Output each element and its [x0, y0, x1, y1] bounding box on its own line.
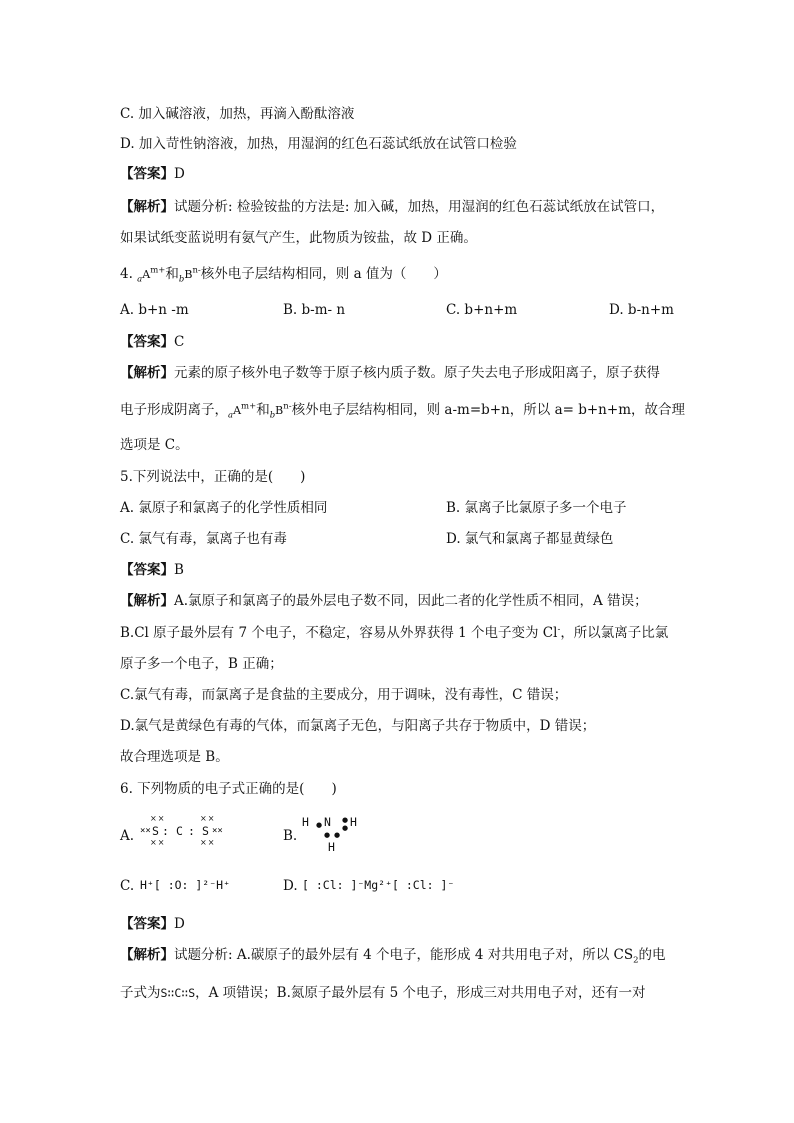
analysis-text: 的电 — [638, 947, 666, 963]
subscript: 2 — [633, 955, 639, 966]
analysis-text: ，所以氯离子比氯 — [560, 625, 669, 641]
answer-label: 【答案】 — [120, 916, 174, 932]
answer-value: C — [174, 334, 185, 350]
q3-answer — [120, 165, 185, 183]
lewis-colon: : — [162, 824, 169, 838]
q6-option-b-lewis — [302, 815, 372, 857]
symbol-a: A — [142, 268, 151, 281]
q5-analysis-line-2 — [120, 624, 668, 642]
lewis-atom-h: H — [350, 815, 357, 829]
q6-option-a-label: A. — [120, 828, 135, 844]
q4-analysis-line-3: 选项是 C。 — [120, 437, 189, 453]
q6-option-c-label: C. — [120, 878, 135, 894]
q4-option-c: C. b+n+m — [446, 302, 518, 318]
lewis-colon: : — [188, 824, 195, 838]
q5-analysis-line-1 — [120, 592, 648, 610]
analysis-text: 核外电子层结构相同，则 a-m=b+n，所以 a= b+n+m，故合理 — [291, 402, 685, 418]
analysis-label: 【解析】 — [120, 947, 174, 963]
q4-analysis-line-1 — [120, 364, 660, 382]
electron-cross: ×× — [150, 814, 166, 823]
and-text: 和 — [165, 266, 179, 282]
symbol-b: B — [184, 268, 193, 281]
sup-a: m+ — [241, 401, 257, 412]
q4-answer — [120, 333, 184, 351]
answer-label: 【答案】 — [120, 562, 174, 578]
analysis-label: 【解析】 — [120, 199, 174, 215]
electron-cross: ×× — [140, 826, 151, 836]
lewis-atom-c: C — [176, 824, 183, 838]
q6-option-b-label: B. — [283, 828, 298, 844]
q6-stem: 6. 下列物质的电子式正确的是( ) — [120, 781, 337, 797]
q5-analysis-line-3: 原子多一个电子，B 正确； — [120, 656, 283, 672]
q4-analysis-line-2 — [120, 401, 685, 420]
lewis-atom-h: H — [302, 815, 309, 829]
symbol-a: A — [233, 404, 242, 417]
q4-option-d: D. b-n+m — [609, 302, 674, 318]
q6-option-c-formula: H⁺[ :O: ]²⁻H⁺ — [140, 878, 231, 892]
symbol-b: B — [275, 404, 284, 417]
q5-analysis-line-6: 故合理选项是 B。 — [120, 749, 229, 765]
sub-b: b — [178, 274, 185, 285]
q3-analysis-line-1 — [120, 198, 664, 216]
electron-cross: ×× — [200, 838, 216, 847]
sup-b: n- — [192, 265, 201, 276]
sup-b: n- — [283, 401, 292, 412]
answer-label: 【答案】 — [120, 166, 174, 182]
analysis-label: 【解析】 — [120, 365, 174, 381]
q3-option-d: D. 加入苛性钠溶液，加热，用湿润的红色石蕊试纸放在试管口检验 — [120, 136, 517, 152]
q6-option-d-label: D. — [283, 878, 298, 894]
analysis-text: 试题分析: A.碳原子的最外层有 4 个电子，能形成 4 对共用电子对，所以 CS — [174, 947, 634, 963]
q6-option-d-formula: [ :Cl: ]⁻Mg²⁺[ :Cl: ]⁻ — [302, 878, 455, 892]
question-number: 4. — [120, 266, 138, 282]
sub-a: a — [228, 410, 234, 421]
answer-value: B — [174, 562, 184, 578]
analysis-text: 子式为 — [120, 985, 161, 1001]
q5-option-a: A. 氯原子和氯离子的化学性质相同 — [120, 500, 328, 516]
answer-value: D — [174, 166, 185, 182]
analysis-text: 电子形成阴离子， — [120, 402, 228, 418]
q6-analysis-line-2 — [120, 984, 646, 1002]
q4-stem — [120, 265, 447, 284]
electron-dot: ● — [334, 831, 341, 839]
stem-text: 核外电子层结构相同，则 a 值为（ ） — [200, 266, 447, 282]
lewis-atom-s: S — [202, 824, 209, 838]
q3-option-c: C. 加入碱溶液，加热，再滴入酚酞溶液 — [120, 106, 355, 122]
analysis-text: A.氯原子和氯离子的最外层电子数不同，因此二者的化学性质不相同，A 错误； — [174, 593, 648, 609]
analysis-text: 元素的原子核外电子数等于原子核内质子数。原子失去电子形成阳离子，原子获得 — [174, 365, 660, 381]
answer-value: D — [174, 916, 185, 932]
q5-answer — [120, 561, 184, 579]
analysis-text: B.Cl 原子最外层有 7 个电子，不稳定，容易从外界获得 1 个电子变为 Cl — [120, 625, 558, 641]
electron-cross: ×× — [212, 826, 223, 836]
q5-analysis-line-5: D.氯气是黄绿色有毒的气体，而氯离子无色，与阳离子共存于物质中，D 错误； — [120, 718, 596, 734]
analysis-text: 试题分析: 检验铵盐的方法是: 加入碱，加热，用湿润的红色石蕊试纸放在试管口， — [174, 199, 665, 215]
q3-analysis-line-2: 如果试纸变蓝说明有氨气产生，此物质为铵盐，故 D 正确。 — [120, 230, 477, 246]
analysis-text: ，A 项错误；B.氮原子最外层有 5 个电子，形成三对共用电子对，还有一对 — [195, 985, 646, 1001]
and-text: 和 — [256, 402, 270, 418]
sub-b: b — [269, 410, 276, 421]
electron-dot: ● — [342, 824, 349, 832]
analysis-label: 【解析】 — [120, 593, 174, 609]
q5-analysis-line-4: C.氯气有毒，而氯离子是食盐的主要成分，用于调味，没有毒性，C 错误； — [120, 687, 568, 703]
charge-sup: - — [557, 624, 561, 635]
q4-option-a: A. b+n -m — [120, 302, 189, 318]
q5-option-c: C. 氯气有毒，氯离子也有毒 — [120, 531, 287, 547]
q6-option-a-lewis — [140, 814, 230, 854]
q5-stem: 5.下列说法中，正确的是( ) — [120, 469, 306, 485]
cs2-formula: S∷C∷S — [160, 986, 196, 1000]
answer-label: 【答案】 — [120, 334, 174, 350]
sup-a: m+ — [150, 265, 166, 276]
electron-cross: ×× — [150, 838, 166, 847]
q5-option-b: B. 氯离子比氯原子多一个电子 — [446, 500, 627, 516]
electron-cross: ×× — [200, 814, 216, 823]
lewis-atom-n: N — [324, 815, 331, 829]
lewis-atom-s: S — [152, 824, 159, 838]
lewis-atom-h: H — [328, 840, 335, 854]
electron-dot: ● — [316, 821, 323, 829]
sub-a: a — [137, 274, 143, 285]
q6-analysis-line-1 — [120, 946, 666, 964]
electron-dot: ● — [324, 831, 331, 839]
q4-option-b: B. b-m- n — [283, 302, 346, 318]
q6-answer — [120, 915, 185, 933]
electron-dot: ● — [342, 816, 349, 824]
q5-option-d: D. 氯气和氯离子都显黄绿色 — [446, 531, 614, 547]
